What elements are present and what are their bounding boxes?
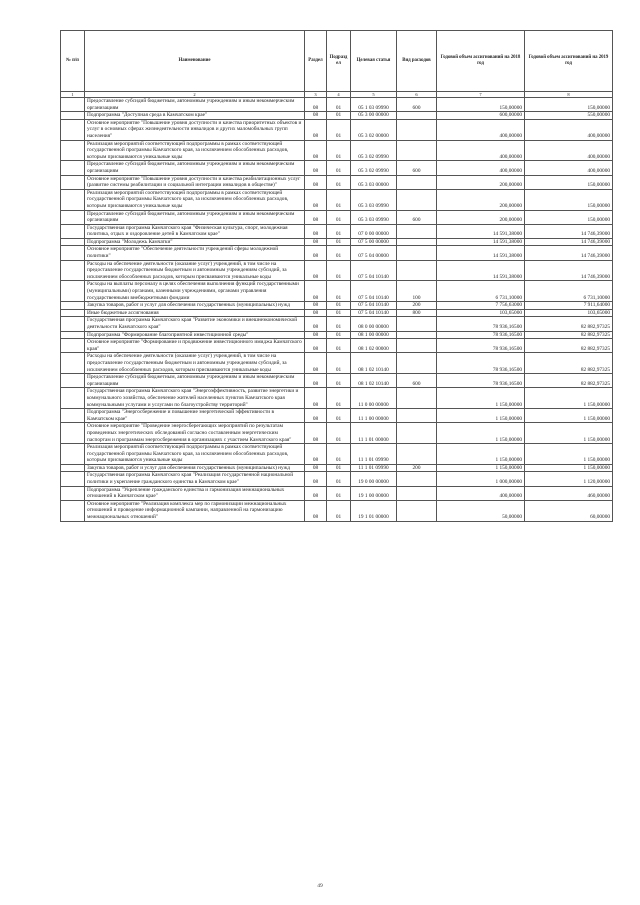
row-name: Реализация мероприятий соответствующей подпрограммы в рамках соответствующей государственной программы Камчатского края, за исключением обособленных расходов, которым присваиваются уникальные коды xyxy=(85,140,305,161)
row-subsection: 01 xyxy=(327,444,351,465)
row-expense-type xyxy=(397,444,437,465)
table-row xyxy=(61,500,613,521)
row-target-article: 19 1 00 00000 xyxy=(351,486,397,500)
row-name: Основное мероприятие "Повышение уровня доступности и качества реабилитационных услуг (развитие системы реабилитации и социальной интеграции инвалидов в обществе)" xyxy=(85,175,305,189)
row-target-article: 19 1 01 00000 xyxy=(351,500,397,521)
table-row xyxy=(61,140,613,161)
header-volume-2019: Годовой объем ассигнований на 2019 год xyxy=(525,31,613,92)
row-section: 08 xyxy=(305,317,327,331)
table-row xyxy=(61,353,613,374)
row-number xyxy=(61,119,85,140)
row-target-article: 05 3 00 00000 xyxy=(351,112,397,120)
table-row xyxy=(61,388,613,409)
row-volume-2018: 1 000,00000 xyxy=(437,472,525,486)
row-subsection: 01 xyxy=(327,423,351,444)
row-expense-type xyxy=(397,238,437,246)
row-volume-2019: 82 882,97325 xyxy=(525,317,613,331)
row-target-article: 07 5 04 10140 xyxy=(351,260,397,281)
row-volume-2019: 1 150,00000 xyxy=(525,388,613,409)
row-name: Основное мероприятие "Повышение уровня доступности и качества приоритетных объектов и услуг в основных сферах жизнедеятельности инвалидов и других маломобильных групп населения" xyxy=(85,119,305,140)
header-target-article: Целевая статья xyxy=(351,31,397,92)
row-target-article: 08 1 02 10140 xyxy=(351,374,397,388)
row-volume-2019: 400,00000 xyxy=(525,140,613,161)
column-number: 4 xyxy=(327,92,351,98)
row-number xyxy=(61,374,85,388)
row-subsection: 01 xyxy=(327,486,351,500)
row-number xyxy=(61,189,85,210)
row-section: 08 xyxy=(305,331,327,339)
row-expense-type xyxy=(397,260,437,281)
column-number: 3 xyxy=(305,92,327,98)
row-target-article: 08 1 02 00000 xyxy=(351,339,397,353)
row-name: Государственная программа Камчатского края "Энергоэффективность, развитие энергетики и коммунального хозяйства, обеспечение жителей населенных пунктов Камчатского края коммунальными услугами и услугами по благоустройству территорий" xyxy=(85,388,305,409)
row-section: 08 xyxy=(305,119,327,140)
row-name: Реализация мероприятий соответствующей подпрограммы в рамках соответствующей государственной программы Камчатского края, за исключением обособленных расходов, которым присваиваются уникальные коды xyxy=(85,444,305,465)
row-section: 08 xyxy=(305,374,327,388)
row-section: 08 xyxy=(305,98,327,112)
row-volume-2019: 550,00000 xyxy=(525,112,613,120)
row-number xyxy=(61,486,85,500)
row-name: Основное мероприятие "Формирование и продвижение инвестиционного имиджа Камчатского края" xyxy=(85,339,305,353)
column-number: 1 xyxy=(61,92,85,98)
row-subsection: 01 xyxy=(327,224,351,238)
row-expense-type xyxy=(397,112,437,120)
row-number xyxy=(61,302,85,310)
row-target-article: 08 0 00 00000 xyxy=(351,317,397,331)
row-name: Иные бюджетные ассигнования xyxy=(85,309,305,317)
row-number xyxy=(61,339,85,353)
row-expense-type: 200 xyxy=(397,464,437,472)
row-number xyxy=(61,423,85,444)
row-section: 08 xyxy=(305,444,327,465)
row-volume-2018: 1 150,00000 xyxy=(437,409,525,423)
column-number: 5 xyxy=(351,92,397,98)
row-target-article: 11 0 00 00000 xyxy=(351,388,397,409)
row-target-article: 05 1 03 09990 xyxy=(351,98,397,112)
row-volume-2019: 1 120,00000 xyxy=(525,472,613,486)
table-row xyxy=(61,210,613,224)
row-volume-2019: 1 150,00000 xyxy=(525,464,613,472)
row-subsection: 01 xyxy=(327,281,351,302)
row-volume-2019: 14 746,39000 xyxy=(525,238,613,246)
row-volume-2019: 7 911,64000 xyxy=(525,302,613,310)
row-section: 08 xyxy=(305,161,327,175)
row-section: 08 xyxy=(305,246,327,260)
row-name: Подпрограмма "Укрепление гражданского единства и гармонизация межнациональных отношений в Камчатском крае" xyxy=(85,486,305,500)
row-name: Реализация мероприятий соответствующей подпрограммы в рамках соответствующей государственной программы Камчатского края, за исключением обособленных расходов, которым присваиваются уникальные коды xyxy=(85,189,305,210)
table-row xyxy=(61,309,613,317)
row-volume-2019: 1 150,00000 xyxy=(525,409,613,423)
row-target-article: 07 5 04 10140 xyxy=(351,302,397,310)
table-row xyxy=(61,281,613,302)
row-volume-2018: 14 591,38000 xyxy=(437,224,525,238)
row-subsection: 01 xyxy=(327,472,351,486)
row-section: 08 xyxy=(305,260,327,281)
row-volume-2018: 1 150,00000 xyxy=(437,444,525,465)
row-volume-2018: 14 591,38000 xyxy=(437,260,525,281)
row-subsection: 01 xyxy=(327,464,351,472)
row-volume-2019: 150,00000 xyxy=(525,210,613,224)
row-name: Подпрограмма "Молодежь Камчатки" xyxy=(85,238,305,246)
row-target-article: 11 1 01 00000 xyxy=(351,423,397,444)
row-target-article: 11 1 00 00000 xyxy=(351,409,397,423)
row-volume-2018: 14 591,38000 xyxy=(437,238,525,246)
row-section: 08 xyxy=(305,309,327,317)
row-section: 08 xyxy=(305,472,327,486)
row-expense-type: 600 xyxy=(397,210,437,224)
row-volume-2019: 82 882,97325 xyxy=(525,339,613,353)
row-number xyxy=(61,112,85,120)
row-number xyxy=(61,175,85,189)
row-expense-type xyxy=(397,500,437,521)
table-row xyxy=(61,161,613,175)
row-volume-2018: 6 731,10000 xyxy=(437,281,525,302)
row-volume-2018: 600,00000 xyxy=(437,112,525,120)
row-expense-type xyxy=(397,423,437,444)
row-expense-type xyxy=(397,140,437,161)
header-name: Наименование xyxy=(85,31,305,92)
row-number xyxy=(61,472,85,486)
row-name: Государственная программа Камчатского края "Развитие экономики и внешнеэкономической деятельности Камчатского края" xyxy=(85,317,305,331)
row-number xyxy=(61,317,85,331)
row-expense-type xyxy=(397,409,437,423)
row-number xyxy=(61,260,85,281)
table-row xyxy=(61,246,613,260)
row-section: 08 xyxy=(305,302,327,310)
row-volume-2019: 150,00000 xyxy=(525,98,613,112)
row-volume-2019: 6 731,10000 xyxy=(525,281,613,302)
row-target-article: 07 5 04 10140 xyxy=(351,281,397,302)
row-name: Подпрограмма "Формирование благоприятной инвестиционной среды" xyxy=(85,331,305,339)
row-volume-2018: 400,00000 xyxy=(437,486,525,500)
row-subsection: 01 xyxy=(327,112,351,120)
row-expense-type: 600 xyxy=(397,98,437,112)
row-name: Расходы на выплаты персоналу в целях обеспечения выполнения функций государственными (муниципальными) органами, казенными учреждениями, органами управления государственными внебюджетными фондами xyxy=(85,281,305,302)
row-subsection: 01 xyxy=(327,161,351,175)
row-volume-2018: 1 150,00000 xyxy=(437,388,525,409)
row-volume-2018: 400,00000 xyxy=(437,140,525,161)
table-row xyxy=(61,119,613,140)
row-target-article: 08 1 00 00000 xyxy=(351,331,397,339)
row-name: Закупка товаров, работ и услуг для обеспечения государственных (муниципальных) нужд xyxy=(85,464,305,472)
row-volume-2018: 400,00000 xyxy=(437,119,525,140)
row-subsection: 01 xyxy=(327,309,351,317)
row-expense-type: 100 xyxy=(397,281,437,302)
row-volume-2018: 78 936,16500 xyxy=(437,317,525,331)
row-volume-2018: 7 756,63000 xyxy=(437,302,525,310)
row-expense-type xyxy=(397,317,437,331)
row-number xyxy=(61,210,85,224)
row-section: 08 xyxy=(305,140,327,161)
column-number: 7 xyxy=(437,92,525,98)
budget-table-page xyxy=(60,30,612,522)
table-row xyxy=(61,409,613,423)
row-volume-2019: 14 746,39000 xyxy=(525,260,613,281)
row-volume-2019: 400,00000 xyxy=(525,161,613,175)
row-expense-type xyxy=(397,486,437,500)
row-name: Государственная программа Камчатского края "Реализация государственной национальной политики и укрепление гражданского единства в Камчатском крае" xyxy=(85,472,305,486)
row-target-article: 07 5 04 10140 xyxy=(351,309,397,317)
row-section: 08 xyxy=(305,464,327,472)
row-expense-type xyxy=(397,119,437,140)
header-number: № п/п xyxy=(61,31,85,92)
row-expense-type: 800 xyxy=(397,309,437,317)
row-name: Закупка товаров, работ и услуг для обеспечения государственных (муниципальных) нужд xyxy=(85,302,305,310)
row-number xyxy=(61,464,85,472)
row-expense-type: 600 xyxy=(397,374,437,388)
table-row xyxy=(61,260,613,281)
header-volume-2018: Годовой объем ассигнований на 2018 год xyxy=(437,31,525,92)
row-subsection: 01 xyxy=(327,119,351,140)
row-number xyxy=(61,444,85,465)
row-volume-2019: 460,00000 xyxy=(525,486,613,500)
column-number: 6 xyxy=(397,92,437,98)
row-volume-2018: 200,00000 xyxy=(437,210,525,224)
row-subsection: 01 xyxy=(327,353,351,374)
row-target-article: 07 5 04 00000 xyxy=(351,246,397,260)
row-target-article: 05 3 02 09990 xyxy=(351,140,397,161)
row-subsection: 01 xyxy=(327,374,351,388)
row-volume-2019: 14 746,39000 xyxy=(525,224,613,238)
table-row xyxy=(61,486,613,500)
row-name: Расходы на обеспечение деятельности (оказание услуг) учреждений, в том числе на предоставление государственным бюджетным и автономным учреждениям субсидий, за исключением обособленных расходов, которым присваиваются уникальные коды xyxy=(85,260,305,281)
row-expense-type xyxy=(397,353,437,374)
row-section: 08 xyxy=(305,175,327,189)
row-section: 08 xyxy=(305,500,327,521)
row-name: Основное мероприятие "Реализация комплекса мер по гармонизации межнациональных отношений и проведение информационной кампании, направленной на гармонизацию межнациональных отношений" xyxy=(85,500,305,521)
row-volume-2019: 103,65000 xyxy=(525,309,613,317)
row-volume-2019: 400,00000 xyxy=(525,119,613,140)
row-subsection: 01 xyxy=(327,98,351,112)
row-volume-2019: 1 150,00000 xyxy=(525,444,613,465)
row-volume-2018: 200,00000 xyxy=(437,175,525,189)
row-volume-2018: 78 936,16500 xyxy=(437,353,525,374)
row-expense-type: 600 xyxy=(397,161,437,175)
row-subsection: 01 xyxy=(327,189,351,210)
row-number xyxy=(61,353,85,374)
column-number: 8 xyxy=(525,92,613,98)
row-volume-2019: 14 746,39000 xyxy=(525,246,613,260)
row-target-article: 08 1 02 10140 xyxy=(351,353,397,374)
row-volume-2018: 78 936,16500 xyxy=(437,374,525,388)
column-number: 2 xyxy=(85,92,305,98)
row-expense-type xyxy=(397,175,437,189)
row-volume-2018: 14 591,38000 xyxy=(437,246,525,260)
row-name: Предоставление субсидий бюджетным, автономным учреждениям и иным некоммерческим организациям xyxy=(85,161,305,175)
page-number: 49 xyxy=(317,883,323,889)
row-subsection: 01 xyxy=(327,388,351,409)
row-number xyxy=(61,224,85,238)
table-row xyxy=(61,189,613,210)
row-volume-2018: 78 936,16500 xyxy=(437,339,525,353)
table-row xyxy=(61,317,613,331)
header-expense-type: Вид расходов xyxy=(397,31,437,92)
row-section: 08 xyxy=(305,238,327,246)
table-row xyxy=(61,472,613,486)
row-section: 08 xyxy=(305,339,327,353)
row-volume-2018: 200,00000 xyxy=(437,189,525,210)
table-row xyxy=(61,98,613,112)
row-target-article: 07 0 00 00000 xyxy=(351,224,397,238)
table-row xyxy=(61,302,613,310)
row-expense-type: 200 xyxy=(397,302,437,310)
row-volume-2019: 82 882,97325 xyxy=(525,374,613,388)
row-name: Расходы на обеспечение деятельности (оказание услуг) учреждений, в том числе на предоставление государственным бюджетным и автономным учреждениям субсидий, за исключением обособленных расходов, которым присваиваются уникальные коды xyxy=(85,353,305,374)
table-row xyxy=(61,374,613,388)
row-section: 08 xyxy=(305,189,327,210)
row-volume-2019: 82 882,97325 xyxy=(525,353,613,374)
row-section: 08 xyxy=(305,353,327,374)
row-subsection: 01 xyxy=(327,302,351,310)
row-subsection: 01 xyxy=(327,339,351,353)
row-name: Государственная программа Камчатского края "Физическая культура, спорт, молодежная политика, отдых и оздоровление детей в Камчатском крае" xyxy=(85,224,305,238)
row-target-article: 11 1 01 09990 xyxy=(351,444,397,465)
row-volume-2018: 1 150,00000 xyxy=(437,464,525,472)
row-target-article: 05 3 02 00000 xyxy=(351,119,397,140)
row-subsection: 01 xyxy=(327,260,351,281)
table-body xyxy=(61,98,613,522)
row-section: 08 xyxy=(305,112,327,120)
row-section: 08 xyxy=(305,388,327,409)
row-number xyxy=(61,331,85,339)
row-volume-2018: 103,65000 xyxy=(437,309,525,317)
row-target-article: 05 3 03 09990 xyxy=(351,210,397,224)
row-volume-2018: 50,00000 xyxy=(437,500,525,521)
row-name: Подпрограмма "Энергосбережение и повышение энергетической эффективности в Камчатском крае" xyxy=(85,409,305,423)
row-volume-2018: 78 936,16500 xyxy=(437,331,525,339)
table-row xyxy=(61,331,613,339)
row-number xyxy=(61,500,85,521)
row-number xyxy=(61,309,85,317)
row-target-article: 19 0 00 00000 xyxy=(351,472,397,486)
row-volume-2018: 1 150,00000 xyxy=(437,423,525,444)
table-row xyxy=(61,112,613,120)
row-section: 08 xyxy=(305,486,327,500)
row-volume-2018: 150,00000 xyxy=(437,98,525,112)
table-header-row xyxy=(61,31,613,92)
row-number xyxy=(61,98,85,112)
row-section: 08 xyxy=(305,281,327,302)
row-section: 08 xyxy=(305,210,327,224)
row-section: 08 xyxy=(305,409,327,423)
row-subsection: 01 xyxy=(327,238,351,246)
row-volume-2019: 60,00000 xyxy=(525,500,613,521)
table-row xyxy=(61,423,613,444)
table-row xyxy=(61,224,613,238)
row-target-article: 05 3 03 00000 xyxy=(351,175,397,189)
row-number xyxy=(61,281,85,302)
row-name: Предоставление субсидий бюджетным, автономным учреждениям и иным некоммерческим организациям xyxy=(85,210,305,224)
row-section: 08 xyxy=(305,423,327,444)
row-subsection: 01 xyxy=(327,175,351,189)
header-subsection: Подраздел xyxy=(327,31,351,92)
row-volume-2018: 400,00000 xyxy=(437,161,525,175)
row-volume-2019: 150,00000 xyxy=(525,175,613,189)
row-target-article: 11 1 01 09990 xyxy=(351,464,397,472)
row-volume-2019: 1 150,00000 xyxy=(525,423,613,444)
row-volume-2019: 150,00000 xyxy=(525,189,613,210)
row-number xyxy=(61,388,85,409)
row-name: Предоставление субсидий бюджетным, автономным учреждениям и иным некоммерческим организациям xyxy=(85,98,305,112)
row-name: Подпрограмма "Доступная среда в Камчатском крае" xyxy=(85,112,305,120)
row-target-article: 05 3 03 09990 xyxy=(351,189,397,210)
row-number xyxy=(61,246,85,260)
row-expense-type xyxy=(397,331,437,339)
budget-table xyxy=(60,30,613,522)
row-name: Основное мероприятие "Обеспечение деятельности учреждений сферы молодежной политики" xyxy=(85,246,305,260)
row-subsection: 01 xyxy=(327,140,351,161)
row-number xyxy=(61,238,85,246)
row-subsection: 01 xyxy=(327,210,351,224)
table-row xyxy=(61,339,613,353)
row-target-article: 05 3 02 09990 xyxy=(351,161,397,175)
row-subsection: 01 xyxy=(327,409,351,423)
row-subsection: 01 xyxy=(327,331,351,339)
table-row xyxy=(61,238,613,246)
row-subsection: 01 xyxy=(327,246,351,260)
row-name: Предоставление субсидий бюджетным, автономным учреждениям и иным некоммерческим организациям xyxy=(85,374,305,388)
row-expense-type xyxy=(397,388,437,409)
row-number xyxy=(61,409,85,423)
table-row xyxy=(61,444,613,465)
row-expense-type xyxy=(397,339,437,353)
table-row xyxy=(61,464,613,472)
row-expense-type xyxy=(397,224,437,238)
row-expense-type xyxy=(397,472,437,486)
row-subsection: 01 xyxy=(327,500,351,521)
row-section: 08 xyxy=(305,224,327,238)
row-number xyxy=(61,140,85,161)
row-expense-type xyxy=(397,246,437,260)
row-volume-2019: 82 882,97325 xyxy=(525,331,613,339)
table-row xyxy=(61,175,613,189)
row-target-article: 07 5 00 00000 xyxy=(351,238,397,246)
row-expense-type xyxy=(397,189,437,210)
header-section: Раздел xyxy=(305,31,327,92)
row-subsection: 01 xyxy=(327,317,351,331)
row-number xyxy=(61,161,85,175)
row-name: Основное мероприятие "Проведение энергосберегающих мероприятий по результатам проведенных энергетических обследований согласно составленным энергетическим паспортам и программам энергосбережения в организациях с участием Камчатского края" xyxy=(85,423,305,444)
